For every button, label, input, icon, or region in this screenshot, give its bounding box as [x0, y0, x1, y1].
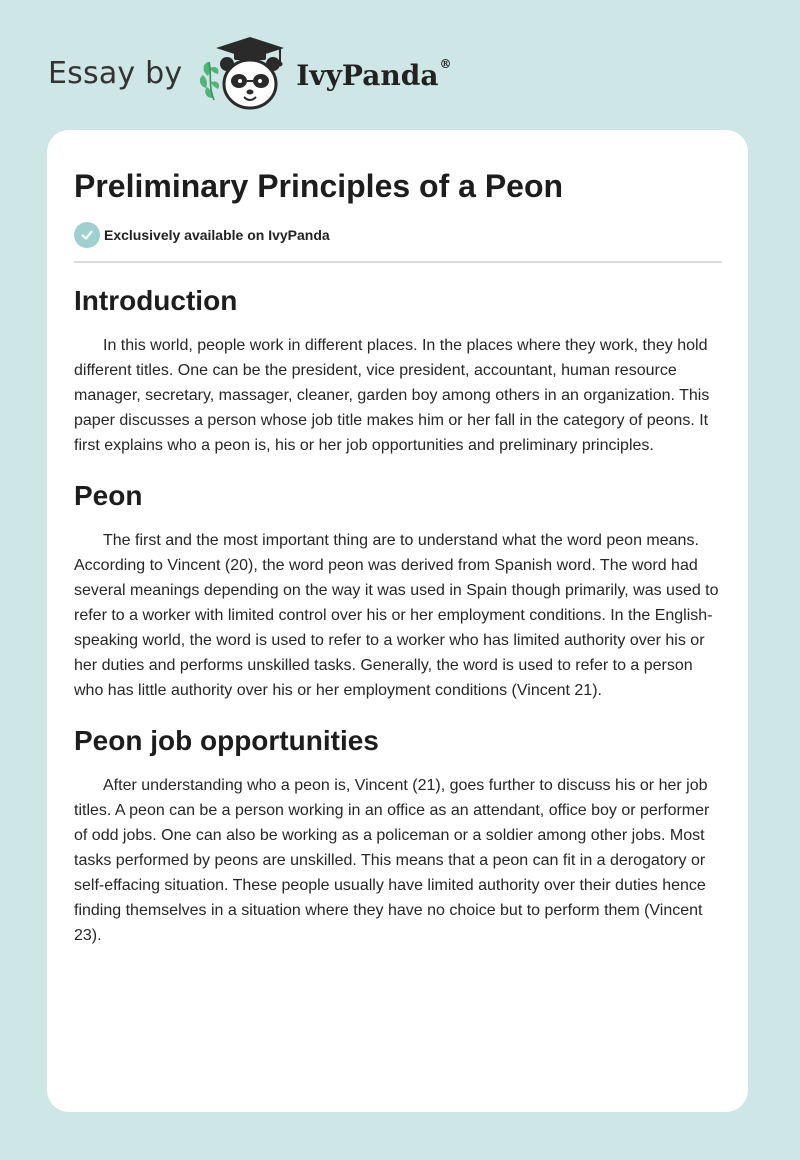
section-paragraph: In this world, people work in different places. In the places where they work, they hold different titles. One can be the president, vice president, accountant, human resource manager, secretary, massager, cleaner, garden boy among others in an organization. This paper discusses a person whose job title makes him or her fall in the category of peons. It first explains who a peon is, his or her job opportunities and preliminary principles.	[74, 337, 710, 454]
brand-name: IvyPanda®	[296, 57, 452, 92]
section-peon-job-opportunities	[74, 723, 722, 948]
registered-mark: ®	[439, 57, 452, 71]
section-heading: Peon	[74, 480, 143, 511]
section-heading: Peon job opportunities	[74, 725, 379, 756]
page-title: Preliminary Principles of a Peon	[74, 168, 564, 204]
section-paragraph: The first and the most important thing are to understand what the word peon means. According to Vincent (20), the word peon was derived from Spanish word. The word had several meanings depending on the way it was used in Spain though primarily, was used to refer to a worker with limited control over his or her employment conditions. In the English-speaking world, the word is used to refer to a worker who has limited authority over his or her duties and performs unskilled tasks. Generally, the word is used to refer to a person who has little authority over his or her employment conditions (Vincent 21).	[74, 532, 719, 699]
section-heading: Introduction	[74, 285, 238, 316]
brand-header	[48, 34, 451, 114]
panda-graduate-icon	[196, 34, 294, 114]
check-circle-icon	[74, 222, 100, 248]
section-introduction	[74, 283, 722, 458]
section-paragraph: After understanding who a peon is, Vincent (21), goes further to discuss his or her job titles. A peon can be a person working in an office as an attendant, office boy or performer of odd jobs. One can also be working as a policeman or a soldier among other jobs. Most tasks performed by peons are unskilled. This means that a peon can fit in a derogatory or self-effacing situation. These people usually have limited authority over their duties hence finding themselves in a situation where they have no choice but to perform them (Vincent 23).	[74, 777, 710, 944]
exclusive-badge-label: Exclusively available on IvyPanda	[104, 227, 330, 243]
section-peon	[74, 478, 722, 703]
title-divider	[74, 261, 722, 263]
essay-card	[47, 130, 748, 1112]
exclusive-badge	[74, 222, 722, 248]
brand-prefix: Essay by	[48, 56, 183, 91]
